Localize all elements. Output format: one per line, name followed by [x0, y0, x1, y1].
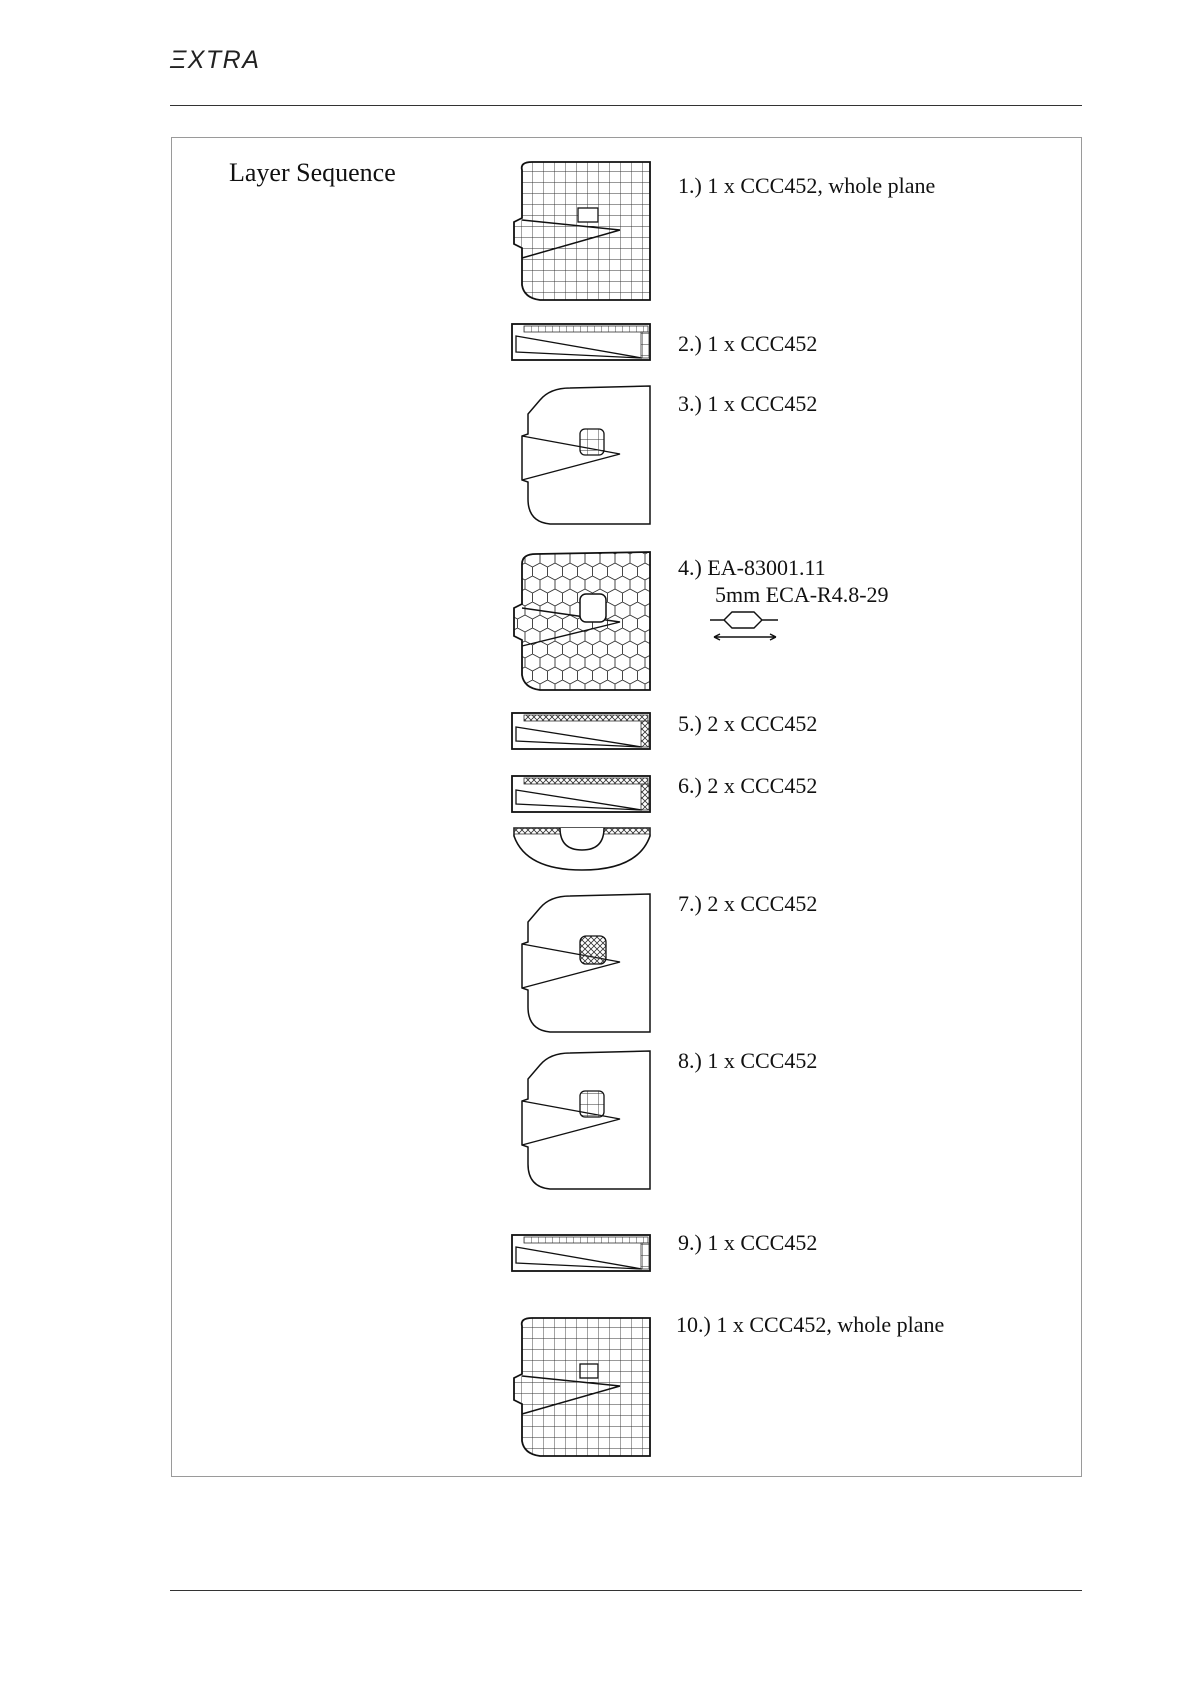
layer-9-label: 9.) 1 x CCC452 — [678, 1230, 818, 1255]
layer-10-drawing — [510, 1316, 660, 1458]
layer-5-drawing — [510, 711, 660, 751]
layer-6-drawing — [510, 774, 660, 814]
layer-4-label — [678, 554, 889, 608]
layer-8-label: 8.) 1 x CCC452 — [678, 1048, 818, 1073]
layer-2-label: 2.) 1 x CCC452 — [678, 331, 818, 356]
footer-rule — [170, 1590, 1082, 1591]
layer-6-label: 6.) 2 x CCC452 — [678, 773, 818, 798]
layer-6-section-drawing — [510, 824, 660, 874]
layer-5-label: 5.) 2 x CCC452 — [678, 711, 818, 736]
header-rule — [170, 105, 1082, 106]
layer-2-drawing — [510, 322, 660, 362]
layer-7-drawing — [510, 892, 660, 1034]
layer-3-drawing — [510, 384, 660, 526]
layer-8-drawing — [510, 1049, 660, 1191]
core-orientation-icon — [708, 610, 782, 644]
layer-9-drawing — [510, 1233, 660, 1273]
layer-4-label-line2: 5mm ECA-R4.8-29 — [715, 582, 889, 607]
section-heading: Layer Sequence — [229, 158, 396, 187]
layer-1-label: 1.) 1 x CCC452, whole plane — [678, 173, 936, 198]
layer-10-label: 10.) 1 x CCC452, whole plane — [676, 1312, 945, 1337]
extra-logo: ΞXTRA — [170, 46, 261, 74]
layer-3-label: 3.) 1 x CCC452 — [678, 391, 818, 416]
layer-4-label-line1: 4.) EA-83001.11 — [678, 555, 826, 580]
layer-4-drawing — [510, 550, 660, 692]
layer-1-drawing — [510, 160, 660, 302]
layer-7-label: 7.) 2 x CCC452 — [678, 891, 818, 916]
